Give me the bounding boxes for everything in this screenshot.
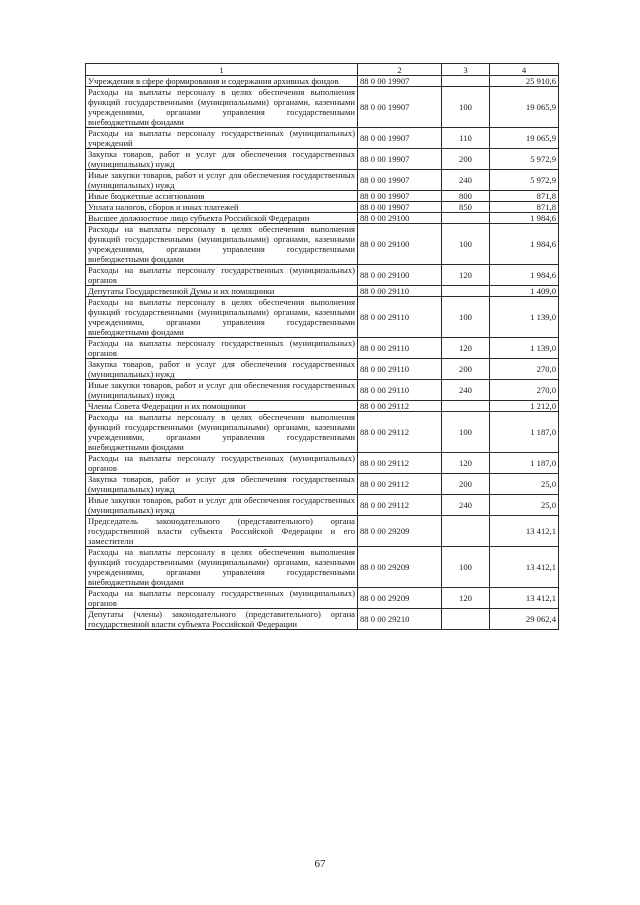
row-code-cell: 88 0 00 29112 [358, 453, 442, 474]
row-type-cell: 100 [442, 547, 490, 588]
row-amount-cell: 13 412,1 [490, 516, 559, 547]
row-type-cell: 200 [442, 474, 490, 495]
row-name-cell: Закупка товаров, работ и услуг для обеспечения государственных (муниципальных) нужд [86, 359, 358, 380]
row-type-cell: 110 [442, 128, 490, 149]
column-header-1: 1 [86, 64, 358, 76]
table-row [86, 265, 559, 286]
table-row [86, 547, 559, 588]
row-type-cell: 240 [442, 495, 490, 516]
table-row [86, 338, 559, 359]
table-row [86, 495, 559, 516]
row-amount-cell: 5 972,9 [490, 170, 559, 191]
row-name-cell: Расходы на выплаты персоналу государственных (муниципальных) органов [86, 338, 358, 359]
table-row [86, 76, 559, 87]
row-amount-cell: 13 412,1 [490, 588, 559, 609]
row-type-cell: 240 [442, 170, 490, 191]
row-code-cell: 88 0 00 29209 [358, 516, 442, 547]
row-type-cell: 800 [442, 191, 490, 202]
row-amount-cell: 5 972,9 [490, 149, 559, 170]
table-row [86, 401, 559, 412]
row-name-cell: Расходы на выплаты персоналу государственных (муниципальных) органов [86, 453, 358, 474]
row-code-cell: 88 0 00 19907 [358, 202, 442, 213]
row-code-cell: 88 0 00 29112 [358, 474, 442, 495]
row-type-cell: 850 [442, 202, 490, 213]
table-row [86, 453, 559, 474]
table-row [86, 224, 559, 265]
row-code-cell: 88 0 00 29209 [358, 547, 442, 588]
row-code-cell: 88 0 00 19907 [358, 170, 442, 191]
table-row [86, 191, 559, 202]
row-type-cell: 100 [442, 297, 490, 338]
row-code-cell: 88 0 00 19907 [358, 149, 442, 170]
row-code-cell: 88 0 00 29112 [358, 495, 442, 516]
table-row [86, 412, 559, 453]
row-amount-cell: 25,0 [490, 474, 559, 495]
row-amount-cell: 1 187,0 [490, 453, 559, 474]
row-code-cell: 88 0 00 19907 [358, 87, 442, 128]
row-type-cell: 200 [442, 359, 490, 380]
table-row [86, 170, 559, 191]
row-amount-cell: 1 984,6 [490, 224, 559, 265]
row-type-cell [442, 401, 490, 412]
row-name-cell: Иные закупки товаров, работ и услуг для обеспечения государственных (муниципальных) нужд [86, 380, 358, 401]
row-name-cell: Расходы на выплаты персоналу государственных (муниципальных) органов [86, 588, 358, 609]
budget-table [85, 63, 559, 630]
row-name-cell: Расходы на выплаты персоналу государственных (муниципальных) учреждений [86, 128, 358, 149]
row-code-cell: 88 0 00 29110 [358, 380, 442, 401]
row-code-cell: 88 0 00 29209 [358, 588, 442, 609]
row-name-cell: Депутаты Государственной Думы и их помощники [86, 286, 358, 297]
table-row [86, 297, 559, 338]
row-type-cell [442, 213, 490, 224]
row-amount-cell: 270,0 [490, 380, 559, 401]
table-row [86, 286, 559, 297]
page-number: 67 [314, 858, 326, 870]
row-amount-cell: 270,0 [490, 359, 559, 380]
row-name-cell: Учреждения в сфере формирования и содержания архивных фондов [86, 76, 358, 87]
row-name-cell: Депутаты (члены) законодательного (представительного) органа государственной власти субъекта Российской Федерации [86, 609, 358, 630]
row-code-cell: 88 0 00 29100 [358, 213, 442, 224]
row-name-cell: Иные бюджетные ассигнования [86, 191, 358, 202]
row-type-cell [442, 516, 490, 547]
row-type-cell: 120 [442, 588, 490, 609]
row-code-cell: 88 0 00 29110 [358, 359, 442, 380]
row-amount-cell: 1 984,6 [490, 213, 559, 224]
row-name-cell: Расходы на выплаты персоналу в целях обеспечения выполнения функций государственными (муниципальными) органами, казенными учреждениями, органами управления государственными внебюджетными фондами [86, 87, 358, 128]
row-type-cell: 120 [442, 338, 490, 359]
row-name-cell: Расходы на выплаты персоналу в целях обеспечения выполнения функций государственными (муниципальными) органами, казенными учреждениями, органами управления государственными внебюджетными фондами [86, 547, 358, 588]
table-row [86, 128, 559, 149]
row-type-cell: 120 [442, 453, 490, 474]
column-header-4: 4 [490, 64, 559, 76]
row-name-cell: Расходы на выплаты персоналу государственных (муниципальных) органов [86, 265, 358, 286]
row-name-cell: Иные закупки товаров, работ и услуг для обеспечения государственных (муниципальных) нужд [86, 495, 358, 516]
row-code-cell: 88 0 00 19907 [358, 128, 442, 149]
row-type-cell [442, 76, 490, 87]
row-amount-cell: 1 139,0 [490, 297, 559, 338]
table-row [86, 609, 559, 630]
row-amount-cell: 29 062,4 [490, 609, 559, 630]
row-code-cell: 88 0 00 29112 [358, 412, 442, 453]
row-code-cell: 88 0 00 29110 [358, 297, 442, 338]
row-name-cell: Закупка товаров, работ и услуг для обеспечения государственных (муниципальных) нужд [86, 474, 358, 495]
row-amount-cell: 25,0 [490, 495, 559, 516]
row-name-cell: Расходы на выплаты персоналу в целях обеспечения выполнения функций государственными (муниципальными) органами, казенными учреждениями, органами управления государственными внебюджетными фондами [86, 297, 358, 338]
row-name-cell: Расходы на выплаты персоналу в целях обеспечения выполнения функций государственными (муниципальными) органами, казенными учреждениями, органами управления государственными внебюджетными фондами [86, 412, 358, 453]
row-code-cell: 88 0 00 29100 [358, 265, 442, 286]
row-amount-cell: 1 212,0 [490, 401, 559, 412]
header-row [86, 64, 559, 76]
row-amount-cell: 871,8 [490, 202, 559, 213]
row-code-cell: 88 0 00 29100 [358, 224, 442, 265]
table-row [86, 516, 559, 547]
row-type-cell: 100 [442, 224, 490, 265]
row-code-cell: 88 0 00 29210 [358, 609, 442, 630]
row-name-cell: Высшее должностное лицо субъекта Российской Федерации [86, 213, 358, 224]
row-amount-cell: 13 412,1 [490, 547, 559, 588]
row-amount-cell: 19 065,9 [490, 87, 559, 128]
table-row [86, 474, 559, 495]
row-type-cell: 120 [442, 265, 490, 286]
row-type-cell [442, 286, 490, 297]
row-code-cell: 88 0 00 19907 [358, 76, 442, 87]
row-amount-cell: 1 984,6 [490, 265, 559, 286]
row-type-cell: 240 [442, 380, 490, 401]
row-name-cell: Расходы на выплаты персоналу в целях обеспечения выполнения функций государственными (муниципальными) органами, казенными учреждениями, органами управления государственными внебюджетными фондами [86, 224, 358, 265]
row-name-cell: Председатель законодательного (представительного) органа государственной власти субъекта Российской Федерации и его заместители [86, 516, 358, 547]
row-type-cell: 100 [442, 412, 490, 453]
row-code-cell: 88 0 00 29110 [358, 286, 442, 297]
column-header-3: 3 [442, 64, 490, 76]
row-type-cell: 100 [442, 87, 490, 128]
table-row [86, 213, 559, 224]
row-amount-cell: 1 409,0 [490, 286, 559, 297]
table-row [86, 202, 559, 213]
row-amount-cell: 871,8 [490, 191, 559, 202]
row-type-cell: 200 [442, 149, 490, 170]
column-header-2: 2 [358, 64, 442, 76]
table-row [86, 149, 559, 170]
row-amount-cell: 19 065,9 [490, 128, 559, 149]
row-code-cell: 88 0 00 29112 [358, 401, 442, 412]
row-name-cell: Члены Совета Федерации и их помощники [86, 401, 358, 412]
row-name-cell: Уплата налогов, сборов и иных платежей [86, 202, 358, 213]
row-name-cell: Иные закупки товаров, работ и услуг для обеспечения государственных (муниципальных) нужд [86, 170, 358, 191]
row-code-cell: 88 0 00 19907 [358, 191, 442, 202]
table-row [86, 380, 559, 401]
row-code-cell: 88 0 00 29110 [358, 338, 442, 359]
row-amount-cell: 1 187,0 [490, 412, 559, 453]
table-row [86, 359, 559, 380]
row-type-cell [442, 609, 490, 630]
table-row [86, 87, 559, 128]
row-amount-cell: 25 910,6 [490, 76, 559, 87]
table-row [86, 588, 559, 609]
row-amount-cell: 1 139,0 [490, 338, 559, 359]
row-name-cell: Закупка товаров, работ и услуг для обеспечения государственных (муниципальных) нужд [86, 149, 358, 170]
